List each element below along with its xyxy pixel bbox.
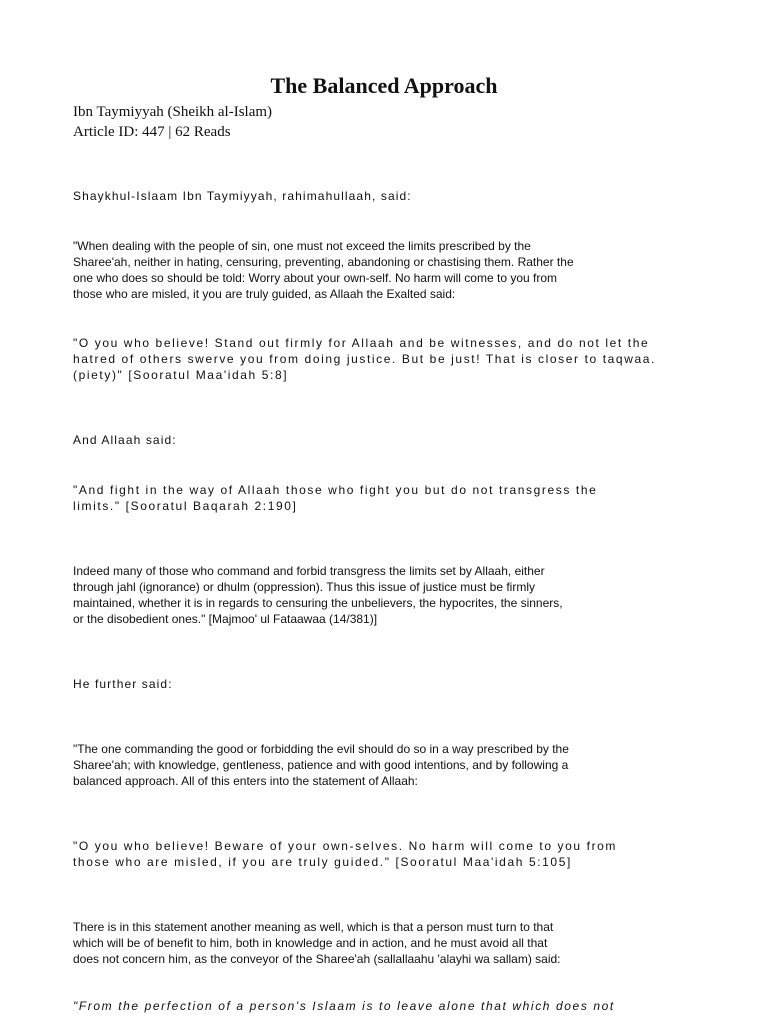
paragraph: "When dealing with the people of sin, one must not exceed the limits prescribed by the Sharee'ah, neither in hating, censuring, preventing, abandoning or chastising them. Rather the one who does so should be told: Worry about your own-self. No harm will come to you from those who are misled, it you are truly guided, as Allaah the Exalted said:	[73, 239, 574, 301]
quote-paragraph: "O you who believe! Beware of your own-selves. No harm will come to you from those who are misled, if you are truly guided." [Sooratul Maa'idah 5:105]	[73, 839, 618, 869]
paragraph: There is in this statement another meaning as well, which is that a person must turn to that which will be of benefit to him, both in knowledge and in action, and he must avoid all that does not concern him, as the conveyor of the Sharee'ah (sallallaahu 'alayhi wa sallam) said:	[73, 920, 561, 966]
paragraph: Shaykhul-Islaam Ibn Taymiyyah, rahimahullaah, said:	[73, 189, 412, 203]
quote-paragraph: "From the perfection of a person's Islaam is to leave alone that which does not	[73, 999, 615, 1013]
author-line: Ibn Taymiyyah (Sheikh al-Islam)	[73, 104, 273, 120]
paragraph: He further said:	[73, 677, 173, 691]
paragraph: Indeed many of those who command and forbid transgress the limits set by Allaah, either through jahl (ignorance) or dhulm (oppression). Thus this issue of justice must be firmly maintained, whether it is in regards to censuring the unbelievers, the hypocrites, the sinners, or the disobedient ones." [Majmoo' ul Fataawaa (14/381)]	[73, 564, 563, 626]
paragraph: "The one commanding the good or forbidding the evil should do so in a way prescribed by the Sharee'ah; with knowledge, gentleness, patience and with good intentions, and by following a balanced approach. All of this enters into the statement of Allaah:	[73, 742, 569, 788]
quote-paragraph: "And fight in the way of Allaah those who fight you but do not transgress the limits." [Sooratul Baqarah 2:190]	[73, 483, 598, 513]
paragraph: And Allaah said:	[73, 433, 177, 447]
document-title: The Balanced Approach	[270, 73, 498, 98]
article-info: Article ID: 447 | 62 Reads	[73, 124, 231, 140]
quote-paragraph: "O you who believe! Stand out firmly for Allaah and be witnesses, and do not let the hatred of others swerve you from doing justice. But be just! That is closer to taqwaa. (piety)" [Sooratul Maa'idah 5:8]	[73, 336, 656, 382]
